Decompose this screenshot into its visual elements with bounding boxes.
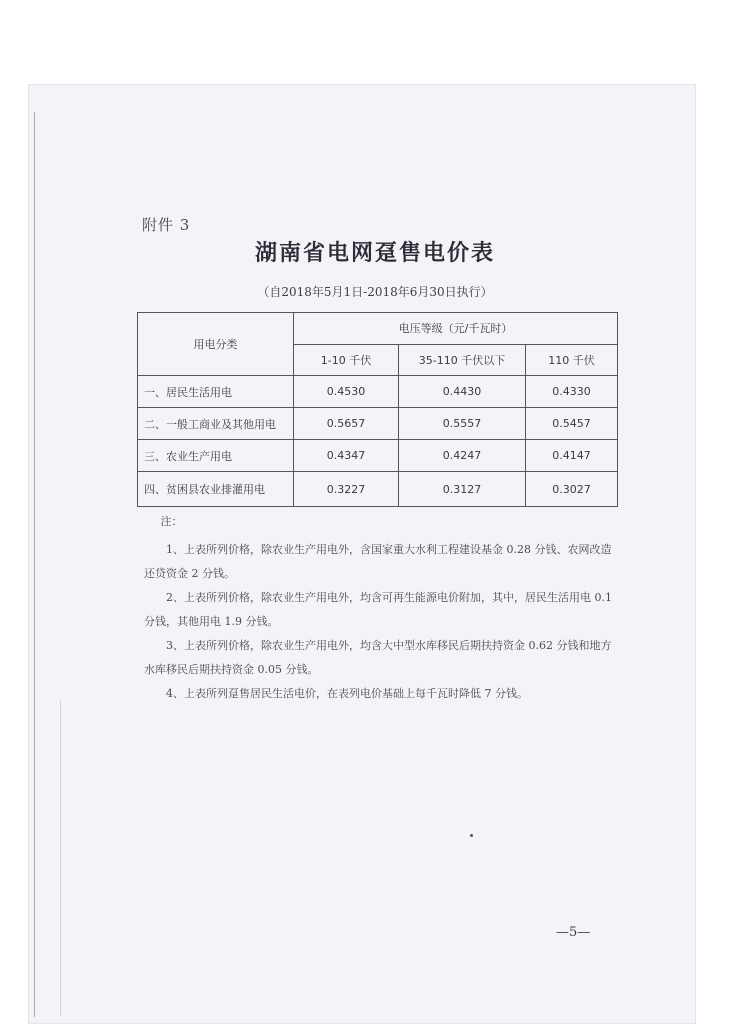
row-category: 二、一般工商业及其他用电 — [138, 408, 294, 440]
price-cell: 0.4147 — [526, 440, 618, 472]
note-item: 2、上表所列价格，除农业生产用电外，均含可再生能源电价附加，其中，居民生活用电 0.1 分钱，其他用电 1.9 分钱。 — [144, 591, 612, 628]
price-cell: 0.4247 — [399, 440, 526, 472]
category-header: 用电分类 — [138, 313, 294, 376]
page-number: —5— — [556, 925, 591, 940]
voltage-header-110kv: 110 千伏 — [526, 344, 618, 376]
binding-margin-line-secondary — [60, 700, 61, 1016]
row-category: 四、贫困县农业排灌用电 — [138, 472, 294, 507]
price-cell: 0.3227 — [294, 472, 399, 507]
note-item: 1、上表所列价格，除农业生产用电外，含国家重大水利工程建设基金 0.28 分钱、农网改造还贷资金 2 分钱。 — [144, 543, 612, 580]
voltage-group-header: 电压等级（元/千瓦时） — [294, 313, 618, 345]
price-cell: 0.5557 — [399, 408, 526, 440]
document-title: 湖南省电网趸售电价表 — [254, 240, 495, 266]
voltage-header-35-110kv: 35-110 千伏以下 — [399, 344, 526, 376]
price-cell: 0.5657 — [294, 408, 399, 440]
scan-speck — [470, 834, 473, 837]
attachment-label: 附件 3 — [142, 216, 191, 234]
price-cell: 0.4530 — [294, 376, 399, 408]
table-row — [138, 376, 618, 408]
document-subtitle: （自2018年5月1日-2018年6月30日执行） — [257, 285, 493, 299]
notes-section — [144, 510, 620, 706]
row-category: 一、居民生活用电 — [138, 376, 294, 408]
notes-heading: 注： — [160, 515, 183, 528]
price-cell: 0.5457 — [526, 408, 618, 440]
note-item: 4、上表所列趸售居民生活电价，在表列电价基础上每千瓦时降低 7 分钱。 — [166, 687, 528, 700]
price-cell: 0.3027 — [526, 472, 618, 507]
row-category: 三、农业生产用电 — [138, 440, 294, 472]
table-row — [138, 472, 618, 507]
table-row — [138, 408, 618, 440]
note-item: 3、上表所列价格，除农业生产用电外，均含大中型水库移民后期扶持资金 0.62 分钱和地方水库移民后期扶持资金 0.05 分钱。 — [144, 639, 612, 676]
table-row — [138, 440, 618, 472]
price-cell: 0.3127 — [399, 472, 526, 507]
price-cell: 0.4430 — [399, 376, 526, 408]
price-cell: 0.4347 — [294, 440, 399, 472]
price-cell: 0.4330 — [526, 376, 618, 408]
voltage-header-1-10kv: 1-10 千伏 — [294, 344, 399, 376]
price-table — [137, 312, 618, 507]
